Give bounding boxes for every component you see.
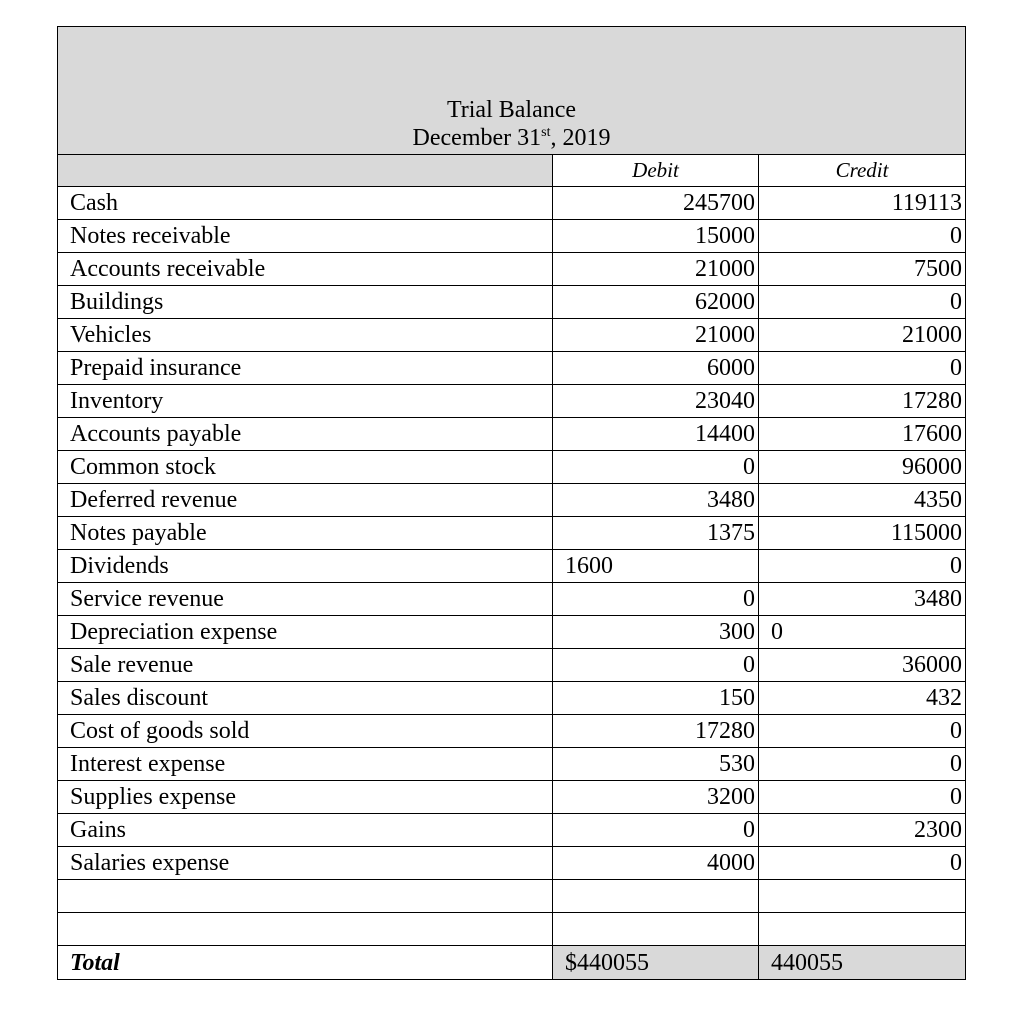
debit-cell: 0 (553, 583, 759, 616)
debit-cell: 21000 (553, 319, 759, 352)
account-cell: Sales discount (58, 682, 553, 715)
blank-row (58, 913, 966, 946)
account-cell: Notes receivable (58, 220, 553, 253)
credit-cell: 0 (759, 748, 966, 781)
debit-cell: 300 (553, 616, 759, 649)
table-row (58, 286, 966, 319)
debit-cell: 0 (553, 649, 759, 682)
account-cell: Cash (58, 187, 553, 220)
account-cell: Inventory (58, 385, 553, 418)
debit-cell: 1600 (553, 550, 759, 583)
account-cell: Notes payable (58, 517, 553, 550)
debit-cell: 530 (553, 748, 759, 781)
table-row (58, 583, 966, 616)
blank-row (58, 880, 966, 913)
account-cell: Accounts receivable (58, 253, 553, 286)
credit-cell: 3480 (759, 583, 966, 616)
debit-cell: 21000 (553, 253, 759, 286)
credit-cell: 96000 (759, 451, 966, 484)
table-row (58, 781, 966, 814)
account-cell: Dividends (58, 550, 553, 583)
report-date: December 31st, 2019 (412, 125, 611, 151)
table-row (58, 484, 966, 517)
debit-column-header: Debit (553, 155, 759, 187)
table-row (58, 715, 966, 748)
debit-cell: 17280 (553, 715, 759, 748)
table-row (58, 253, 966, 286)
credit-cell: 0 (759, 715, 966, 748)
debit-cell: 245700 (553, 187, 759, 220)
total-label: Total (58, 946, 553, 980)
debit-cell: 15000 (553, 220, 759, 253)
debit-cell: 0 (553, 451, 759, 484)
credit-cell: 0 (759, 847, 966, 880)
table-row (58, 616, 966, 649)
table-row (58, 649, 966, 682)
table-row (58, 352, 966, 385)
debit-cell: 3480 (553, 484, 759, 517)
credit-cell: 2300 (759, 814, 966, 847)
table-row (58, 220, 966, 253)
table-row (58, 418, 966, 451)
table-row (58, 187, 966, 220)
table-header (58, 27, 966, 155)
account-cell: Buildings (58, 286, 553, 319)
table-row (58, 814, 966, 847)
table-row (58, 517, 966, 550)
debit-cell: 150 (553, 682, 759, 715)
total-row (58, 946, 966, 980)
table-row (58, 748, 966, 781)
debit-cell: 0 (553, 814, 759, 847)
credit-cell: 0 (759, 781, 966, 814)
credit-cell: 0 (759, 352, 966, 385)
account-cell: Service revenue (58, 583, 553, 616)
debit-cell: 14400 (553, 418, 759, 451)
table-row (58, 385, 966, 418)
account-cell: Accounts payable (58, 418, 553, 451)
account-cell: Gains (58, 814, 553, 847)
table-row (58, 451, 966, 484)
debit-cell: 1375 (553, 517, 759, 550)
account-cell: Salaries expense (58, 847, 553, 880)
trial-balance-table (57, 26, 966, 980)
credit-cell: 4350 (759, 484, 966, 517)
credit-cell: 432 (759, 682, 966, 715)
credit-cell: 0 (759, 220, 966, 253)
credit-cell: 115000 (759, 517, 966, 550)
table-row (58, 550, 966, 583)
credit-cell: 0 (759, 616, 966, 649)
credit-cell: 36000 (759, 649, 966, 682)
credit-cell: 0 (759, 286, 966, 319)
credit-cell: 21000 (759, 319, 966, 352)
report-title: Trial Balance (446, 97, 577, 123)
debit-cell: 23040 (553, 385, 759, 418)
account-cell: Interest expense (58, 748, 553, 781)
account-cell: Prepaid insurance (58, 352, 553, 385)
debit-cell: 62000 (553, 286, 759, 319)
credit-cell: 119113 (759, 187, 966, 220)
account-cell: Deferred revenue (58, 484, 553, 517)
account-cell: Cost of goods sold (58, 715, 553, 748)
title-row (58, 27, 966, 155)
account-cell: Sale revenue (58, 649, 553, 682)
table-row (58, 319, 966, 352)
table-row (58, 682, 966, 715)
debit-cell: 3200 (553, 781, 759, 814)
total-debit: $440055 (553, 946, 759, 980)
credit-cell: 17600 (759, 418, 966, 451)
account-cell: Depreciation expense (58, 616, 553, 649)
credit-cell: 17280 (759, 385, 966, 418)
column-header-row (58, 155, 966, 187)
account-rows (58, 187, 966, 880)
account-column-header (58, 155, 553, 187)
total-credit: 440055 (759, 946, 966, 980)
account-cell: Common stock (58, 451, 553, 484)
table-row (58, 847, 966, 880)
credit-cell: 0 (759, 550, 966, 583)
credit-column-header: Credit (759, 155, 966, 187)
account-cell: Supplies expense (58, 781, 553, 814)
credit-cell: 7500 (759, 253, 966, 286)
debit-cell: 4000 (553, 847, 759, 880)
debit-cell: 6000 (553, 352, 759, 385)
account-cell: Vehicles (58, 319, 553, 352)
